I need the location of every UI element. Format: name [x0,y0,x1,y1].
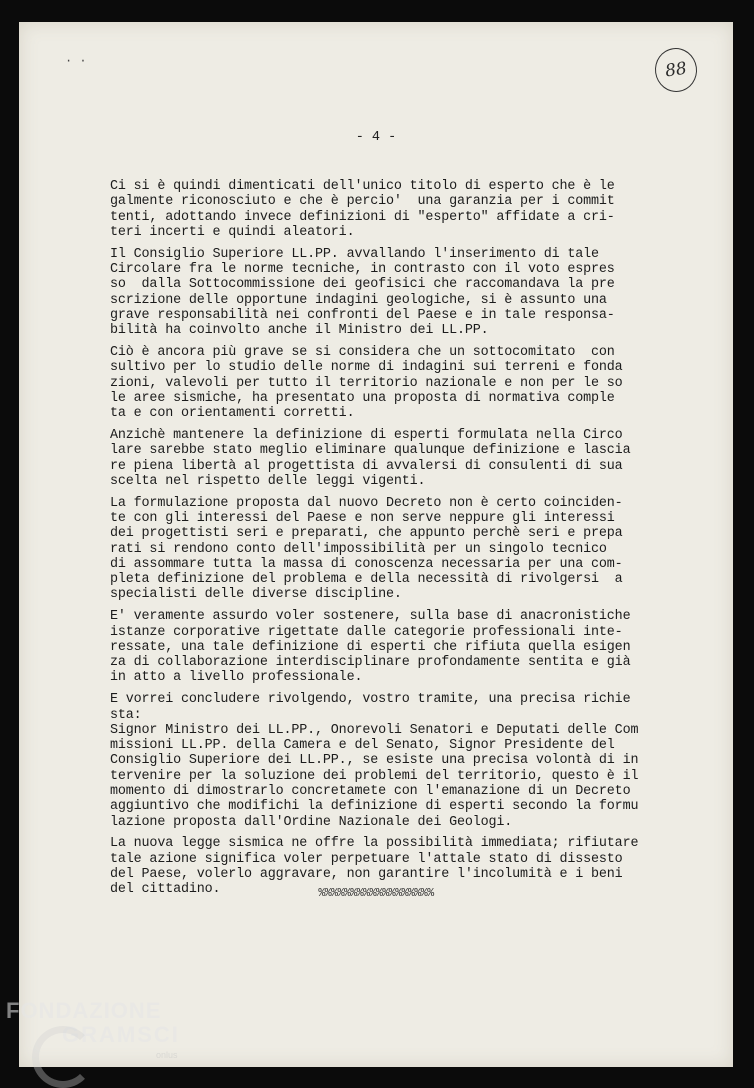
text-line: Ci si è quindi dimenticati dell'unico titolo di esperto che è le [110,179,615,194]
paragraph [110,496,690,603]
paragraph [110,247,690,339]
text-line: specialisti delle diverse discipline. [110,587,402,603]
text-line: teri incerti e quindi aleatori. [110,224,355,240]
text-line: E vorrei concludere rivolgendo, vostro tramite, una precisa richie [110,692,631,708]
text-line: in atto a livello professionale. [110,670,363,686]
text-line: galmente riconosciuto e che è percio' una garanzia per i commit [110,194,615,210]
paragraph [110,345,690,421]
text-line: pleta definizione del problema e della necessità di rivolgersi a [110,572,623,588]
paragraph [110,609,690,685]
text-line: zioni, valevoli per tutto il territorio nazionale e non per le so [110,375,623,391]
text-line: scrizione delle opportune indagini geologiche, si è assunto una [110,292,607,308]
text-line: momento di dimostrarlo concretamete con l'emanazione di un Decreto [110,783,631,799]
text-line: rati si rendono conto dell'impossibilità per un singolo tecnico [110,541,607,557]
text-line: La nuova legge sismica ne offre la possibilità immediata; rifiutare [110,836,639,852]
corner-marks: · · [65,54,87,68]
text-line: te con gli interessi del Paese e non serve neppure gli interessi [110,510,615,526]
text-line: del Paese, volerlo aggravare, non garantire l'incolumità e i beni [110,866,623,882]
text-line: le aree sismiche, ha presentato una proposta di normativa comple [110,390,615,406]
text-line: La formulazione proposta dal nuovo Decreto non è certo coinciden- [110,495,623,511]
text-line: Ciò è ancora più grave se si considera che un sottocomitato con [110,344,615,360]
text-line: so dalla Sottocommissione dei geofisici che raccomandava la pre [110,277,615,293]
watermark-logo-icon [32,1026,94,1088]
closing-ornament: %%%%%%%%%%%%%%%%%% [318,887,434,900]
text-line: lazione proposta dall'Ordine Nazionale dei Geologi. [110,814,513,830]
paragraph [110,428,690,489]
text-line: dei progettisti seri e preparati, che appunto perchè seri e prepa [110,526,623,542]
watermark-line1: FONDAZIONE [6,998,162,1023]
paragraph [110,692,690,830]
text-line: sultivo per lo studio delle norme di indagini sui terreni e fonda [110,360,623,376]
text-line: Il Consiglio Superiore LL.PP. avvallando l'inserimento di tale [110,246,599,262]
archive-number-stamp [652,45,700,94]
archive-watermark [6,998,180,1060]
text-line: re piena libertà al progettista di avvalersi di consulenti di sua [110,458,623,474]
text-line: scelta nel rispetto delle leggi vigenti. [110,473,426,489]
document-page [19,22,733,1067]
text-line: za di collaborazione interdisciplinare profondamente sentita e già [110,655,631,671]
watermark-line2: GRAMSCI [62,1022,180,1047]
text-line: ta e con orientamenti corretti. [110,406,355,422]
text-line: Signor Ministro dei LL.PP., Onorevoli Senatori e Deputati delle Com [110,722,639,738]
text-line: Circolare fra le norme tecniche, in contrasto con il voto espres [110,261,615,277]
paragraph [110,179,690,240]
text-line: lare sarebbe stato meglio eliminare qualunque definizione e lascia [110,443,631,459]
text-line: missioni LL.PP. della Camera e del Senato, Signor Presidente del [110,738,615,754]
text-line: bilità ha coinvolto anche il Ministro dei LL.PP. [110,323,489,339]
text-line: E' veramente assurdo voler sostenere, sulla base di anacronistiche [110,609,631,625]
text-line: istanze corporative rigettate dalle categorie professionali inte- [110,624,623,640]
text-line: tale azione significa voler perpetuare l'attale stato di dissesto [110,851,623,867]
text-line: sta: [110,707,142,723]
text-line: ressate, una tale definizione di esperti che rifiuta quella esigen [110,639,631,655]
text-line: Anzichè mantenere la definizione di esperti formulata nella Circo [110,427,623,443]
letter-body [110,179,690,904]
page-number: - 4 - [355,130,397,145]
text-line: aggiuntivo che modifichi la definizione di esperti secondo la formu [110,799,639,815]
text-line: tervenire per la soluzione dei problemi del territorio, questo è il [110,768,639,784]
text-line: del cittadino. [110,882,221,898]
text-line: grave responsabilità nei confronti del Paese e in tale responsa- [110,307,615,323]
text-line: Consiglio Superiore dei LL.PP., se esiste una precisa volontà di in [110,753,639,769]
text-line: di assommare tutta la massa di conoscenza necessaria per una com- [110,556,623,572]
text-line: tenti, adottando invece definizioni di "esperto" affidate a cri- [110,209,615,225]
watermark-suffix: onlus [156,1050,178,1060]
archive-number: 88 [663,58,689,82]
